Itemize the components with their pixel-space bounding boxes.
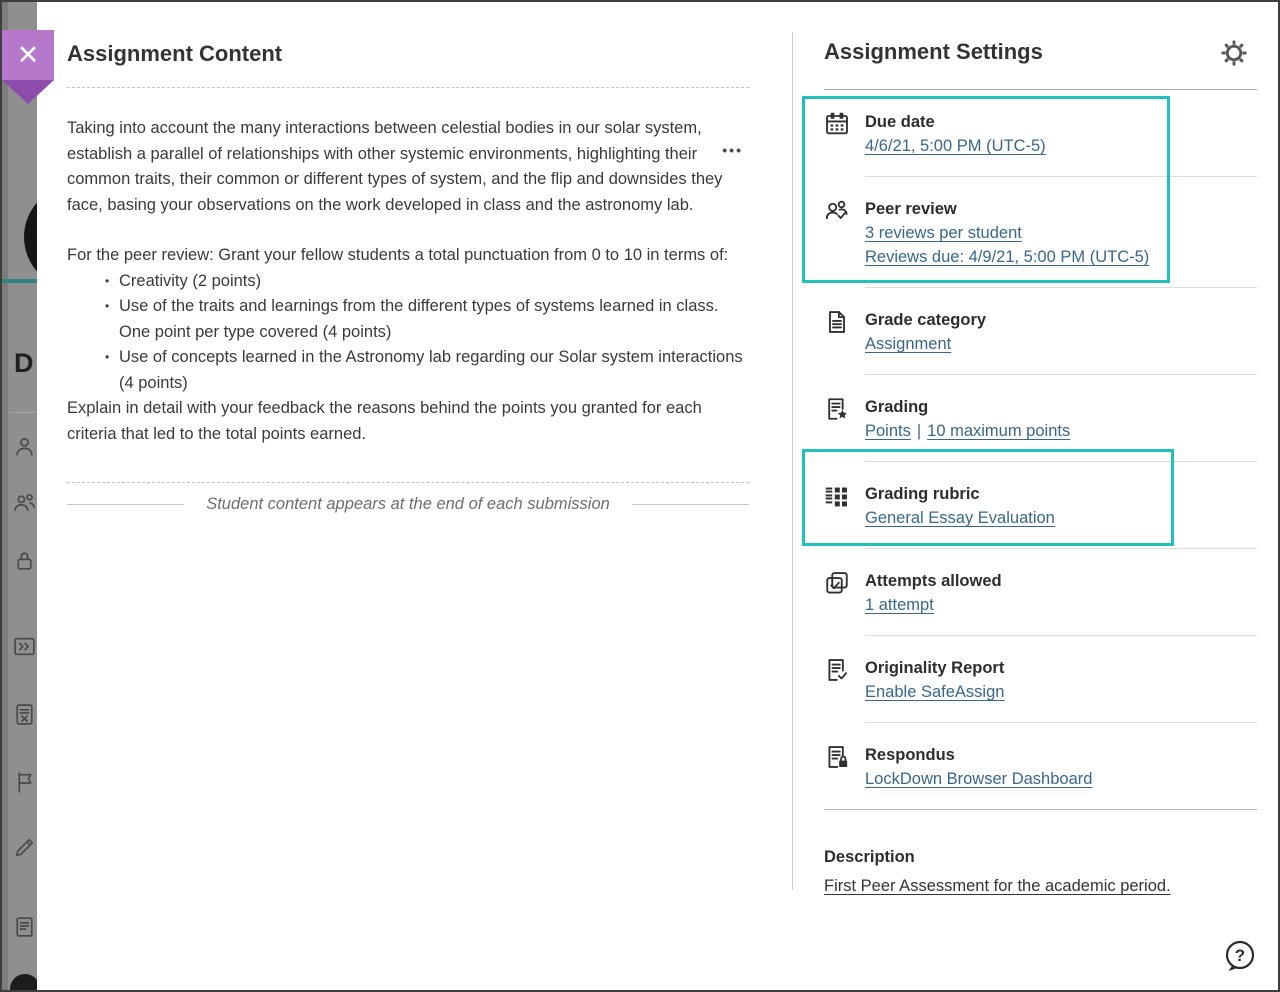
setting-grading <box>824 375 1257 461</box>
setting-title: Grading rubric <box>865 485 980 503</box>
student-note-text: Student content appears at the end of each submission <box>206 495 610 513</box>
flag-icon <box>12 770 37 795</box>
settings-gear-button[interactable] <box>1219 38 1249 73</box>
dimmed-background-rail <box>2 2 37 990</box>
criteria-item: • Creativity (2 points) <box>107 269 749 295</box>
content-panel-title: Assignment Content <box>67 41 283 66</box>
calendar-icon <box>824 110 851 158</box>
assignment-settings-panel <box>824 32 1257 896</box>
criteria-list <box>67 269 749 397</box>
setting-title: Respondus <box>865 746 955 764</box>
instructions-paragraph-2: For the peer review: Grant your fellow students a total punctuation from 0 to 10 in terms of: <box>67 246 729 264</box>
setting-title: Peer review <box>865 200 957 218</box>
attempts-link[interactable]: 1 attempt <box>865 596 934 614</box>
lockdown-browser-link[interactable]: LockDown Browser Dashboard <box>865 770 1093 788</box>
note-left-line <box>67 504 184 505</box>
help-button[interactable] <box>1222 938 1258 974</box>
panel-separator <box>792 32 793 890</box>
attempts-icon <box>824 569 851 617</box>
respondus-icon <box>824 743 851 791</box>
assignment-instructions <box>67 116 749 447</box>
instructions-closing-paragraph: Explain in detail with your feedback the reasons behind the points you granted for each criteria that led to the total points earned. <box>67 399 702 443</box>
criteria-item: • Use of the traits and learnings from the different types of systems learned in class. One point per type covered (4 points) <box>107 294 749 345</box>
content-bottom-divider <box>67 482 749 483</box>
more-options-button[interactable] <box>722 138 743 164</box>
setting-due-date <box>824 90 1257 176</box>
setting-grading-rubric <box>824 462 1257 548</box>
description-title: Description <box>824 848 915 866</box>
background-bottom-icon <box>10 974 37 990</box>
lock-icon <box>12 548 37 573</box>
close-button[interactable] <box>2 30 54 80</box>
setting-attempts-allowed <box>824 549 1257 635</box>
student-content-note <box>67 495 749 514</box>
peer-review-due-link[interactable]: Reviews due: 4/9/21, 5:00 PM (UTC-5) <box>865 248 1150 266</box>
ellipsis-icon: ••• <box>722 142 743 158</box>
peer-review-icon <box>824 197 851 269</box>
background-heading-letter: D <box>14 348 34 378</box>
peer-review-count-link[interactable]: 3 reviews per student <box>865 224 1022 242</box>
setting-title: Originality Report <box>865 659 1005 677</box>
setting-title: Grade category <box>865 311 987 329</box>
safeassign-link[interactable]: Enable SafeAssign <box>865 683 1005 701</box>
content-top-divider <box>67 87 749 88</box>
person-icon <box>12 434 37 459</box>
gear-icon <box>1219 38 1249 68</box>
people-icon <box>12 490 37 515</box>
instructions-paragraph-1: Taking into account the many interactions between celestial bodies in our solar system, establish a parallel of relationships with other systemic environments, highlighting their common traits, their common or different types of system, and the flip and downsides they face, basing your observations on the work developed in class and the astronomy lab. <box>67 119 723 214</box>
help-icon <box>1222 938 1258 974</box>
note-right-line <box>632 504 749 505</box>
close-icon: ✕ <box>16 39 40 70</box>
assignment-content-panel <box>67 32 749 514</box>
background-divider <box>10 412 37 413</box>
originality-icon <box>824 656 851 704</box>
settings-section-divider <box>824 809 1257 810</box>
pencil-icon <box>12 835 37 860</box>
due-date-link[interactable]: 4/6/21, 5:00 PM (UTC-5) <box>865 137 1046 155</box>
setting-title: Grading <box>865 398 929 416</box>
grade-category-link[interactable]: Assignment <box>865 335 952 353</box>
document-x-icon <box>12 702 37 727</box>
setting-respondus <box>824 723 1257 809</box>
description-block <box>824 844 1257 896</box>
grading-points-link[interactable]: Points <box>865 422 911 440</box>
svg-text:?: ? <box>1234 946 1246 965</box>
course-accent-line <box>2 279 37 283</box>
settings-panel-title: Assignment Settings <box>824 39 1043 64</box>
grade-category-icon <box>824 308 851 356</box>
code-box-icon <box>12 634 37 659</box>
grading-max-points-link[interactable]: 10 maximum points <box>927 422 1071 440</box>
setting-title: Attempts allowed <box>865 572 1002 590</box>
grading-points-icon <box>824 395 851 443</box>
link-separator: | <box>916 422 922 440</box>
grading-rubric-link[interactable]: General Essay Evaluation <box>865 509 1055 527</box>
setting-grade-category <box>824 288 1257 374</box>
notes-icon <box>12 914 37 939</box>
description-link[interactable]: First Peer Assessment for the academic period. <box>824 877 1171 895</box>
settings-header <box>824 32 1257 73</box>
rubric-icon <box>824 482 851 530</box>
course-avatar <box>24 185 37 289</box>
close-button-fold <box>2 80 54 104</box>
criteria-item: • Use of concepts learned in the Astronomy lab regarding our Solar system interactions (4 points) <box>107 345 749 396</box>
setting-peer-review <box>824 177 1257 287</box>
setting-title: Due date <box>865 113 935 131</box>
setting-originality-report <box>824 636 1257 722</box>
